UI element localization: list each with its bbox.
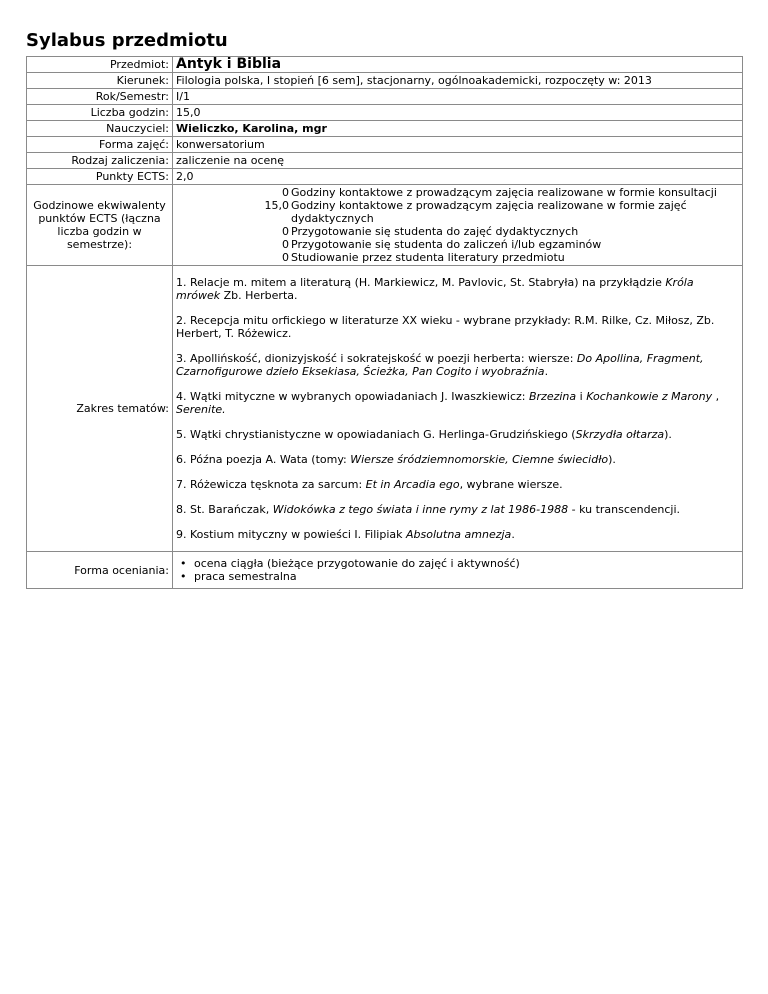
row-year <box>27 89 743 105</box>
form-value: konwersatorium <box>173 137 743 153</box>
topic-title: Widokówka z tego świata i inne rymy z lat 1986-1988 <box>272 503 569 516</box>
topic-text: 9. Kostium mityczny w powieści I. Filipiak <box>176 528 407 541</box>
ects-hours-desc: Godziny kontaktowe z prowadzącym zajęcia realizowane w formie zajęć dydaktycznych <box>291 199 687 225</box>
topic-text: Zb. Herberta. <box>220 289 298 302</box>
syllabus-table <box>26 56 743 589</box>
topic-text: 1. Relacje m. mitem a literaturą (H. Markiewicz, M. Pavlovic, St. Stabryła) na przykłądzie <box>176 276 666 289</box>
ects-hours-item <box>176 238 739 251</box>
ects-hours-label: Godzinowe ekwiwalenty punktów ECTS (łączna liczba godzin w semestrze): <box>27 185 173 266</box>
credit-value: zaliczenie na ocenę <box>173 153 743 169</box>
topic-text: , <box>712 390 720 403</box>
ects-hours-num: 0 <box>282 186 289 199</box>
topic-text: , wybrane wiersze. <box>459 478 563 491</box>
topic-text: 4. Wątki mityczne w wybranych opowiadaniach J. Iwaszkiewicz: <box>176 390 529 403</box>
year-value: I/1 <box>173 89 743 105</box>
topic-title: Brzezina <box>528 390 577 403</box>
subject-value: Antyk i Biblia <box>173 57 743 73</box>
topic-text: 6. Późna poezja A. Wata (tomy: <box>176 453 351 466</box>
ects-hours-num: 15,0 <box>264 199 289 212</box>
subject-label: Przedmiot: <box>27 57 173 73</box>
topic-text: 2. Recepcja mitu orfickiego w literaturze XX wieku - wybrane przykłady: R.M. Rilke, Cz. Miłosz, Zb. Herbert, T. Różewicz. <box>176 314 715 340</box>
topic-item <box>176 314 739 340</box>
topic-text: ). <box>664 428 672 441</box>
topic-item <box>176 428 739 441</box>
ects-hours-num: 0 <box>282 238 289 251</box>
grading-list <box>176 553 739 587</box>
ects-hours-desc: Studiowanie przez studenta literatury przedmiotu <box>291 251 565 264</box>
topic-item <box>176 390 739 416</box>
ects-label: Punkty ECTS: <box>27 169 173 185</box>
topics-list <box>173 266 743 552</box>
year-label: Rok/Semestr: <box>27 89 173 105</box>
form-label: Forma zajęć: <box>27 137 173 153</box>
topic-title: Do Apollina, Fragment, Czarnofigurowe dzieło Eksekiasa, Ścieżka, Pan Cogito i wyobraźnia <box>176 352 704 378</box>
credit-label: Rodzaj zaliczenia: <box>27 153 173 169</box>
hours-value: 15,0 <box>173 105 743 121</box>
program-label: Kierunek: <box>27 73 173 89</box>
hours-label: Liczba godzin: <box>27 105 173 121</box>
topic-text: 7. Różewicza tęsknota za sarcum: <box>176 478 366 491</box>
topic-item <box>176 453 739 466</box>
topic-title: Serenite. <box>176 403 226 416</box>
topic-item <box>176 276 739 302</box>
topic-title: Wiersze śródziemnomorskie, Ciemne świecidło <box>350 453 609 466</box>
ects-hours-desc: Przygotowanie się studenta do zaliczeń i/lub egzaminów <box>291 238 602 251</box>
topic-title: Skrzydła ołtarza <box>575 428 665 441</box>
topic-text: . <box>544 365 549 378</box>
topic-text: . <box>511 528 515 541</box>
ects-hours-list <box>173 185 743 266</box>
topic-text: 8. St. Barańczak, <box>176 503 273 516</box>
row-topics <box>27 266 743 552</box>
page-title: Sylabus przedmiotu <box>26 30 228 51</box>
teacher-value: Wieliczko, Karolina, mgr <box>173 121 743 137</box>
grading-item: • praca semestralna <box>176 570 739 583</box>
topic-item <box>176 478 739 491</box>
ects-hours-item <box>176 225 739 238</box>
topic-text: i <box>576 390 587 403</box>
grading-label: Forma oceniania: <box>27 552 173 589</box>
topic-title: Absolutna amnezja <box>406 528 512 541</box>
row-subject <box>27 57 743 73</box>
ects-hours-desc: Przygotowanie się studenta do zajęć dydaktycznych <box>291 225 579 238</box>
row-hours <box>27 105 743 121</box>
ects-hours-desc: Godziny kontaktowe z prowadzącym zajęcia realizowane w formie konsultacji <box>291 186 717 199</box>
row-credit <box>27 153 743 169</box>
topic-title: Kochankowie z Marony <box>586 390 713 403</box>
row-grading <box>27 552 743 589</box>
topic-title: Króla mrówek <box>176 276 694 302</box>
ects-hours-item <box>176 251 739 264</box>
topic-text: 5. Wątki chrystianistyczne w opowiadaniach G. Herlinga-Grudzińskiego ( <box>176 428 576 441</box>
teacher-label: Nauczyciel: <box>27 121 173 137</box>
row-form <box>27 137 743 153</box>
ects-hours-num: 0 <box>282 251 289 264</box>
topic-text: - ku transcendencji. <box>568 503 681 516</box>
program-value: Filologia polska, I stopień [6 sem], stacjonarny, ogólnoakademicki, rozpoczęty w: 2013 <box>173 73 743 89</box>
ects-hours-item <box>176 186 739 199</box>
ects-value: 2,0 <box>173 169 743 185</box>
topic-item <box>176 528 739 541</box>
topic-text: 3. Apollińskość, dionizyjskość i sokratejskość w poezji herberta: wiersze: <box>176 352 577 365</box>
topic-item <box>176 352 739 378</box>
topic-item <box>176 503 739 516</box>
row-ects <box>27 169 743 185</box>
topic-text: ). <box>608 453 616 466</box>
topics-label: Zakres tematów: <box>27 266 173 552</box>
ects-hours-item <box>176 199 739 225</box>
row-ects-hours <box>27 185 743 266</box>
row-program <box>27 73 743 89</box>
topic-title: Et in Arcadia ego <box>365 478 460 491</box>
grading-item: • ocena ciągła (bieżące przygotowanie do zajęć i aktywność) <box>176 557 739 570</box>
ects-hours-num: 0 <box>282 225 289 238</box>
row-teacher <box>27 121 743 137</box>
grading-cell <box>173 552 743 589</box>
